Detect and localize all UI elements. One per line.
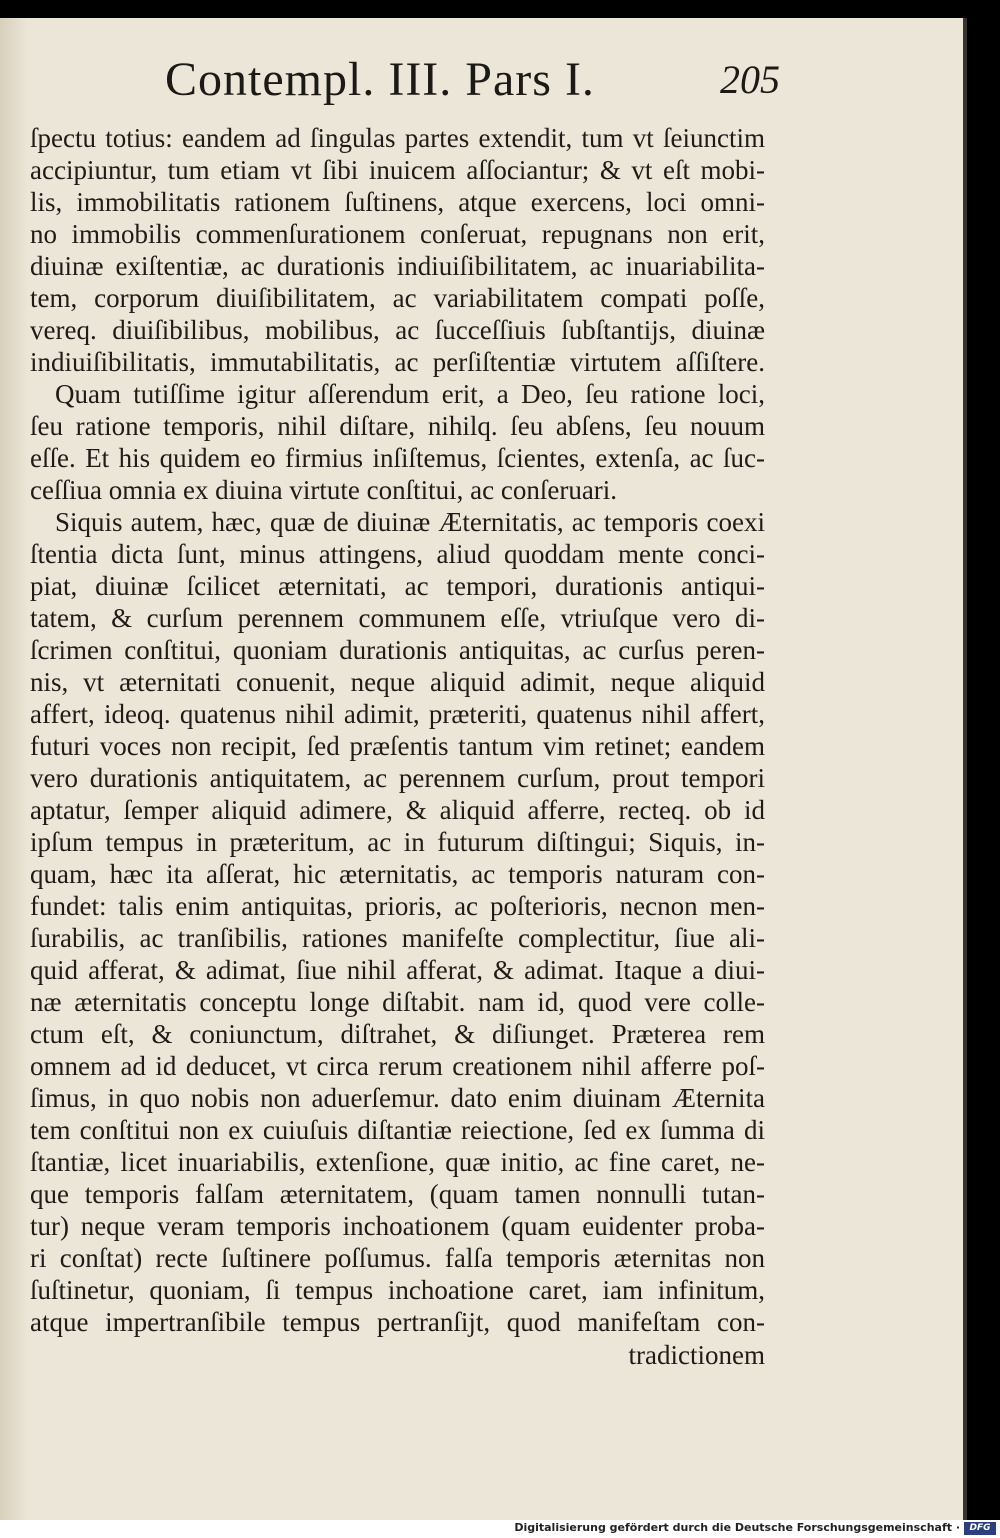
text-line: piat, diuinæ ſcilicet æternitati, ac tempori, durationis antiqui- — [30, 571, 765, 601]
text-line: aptatur, ſemper aliquid adimere, & aliquid afferre, recteq. ob id — [30, 795, 765, 825]
text-line: Siquis autem, hæc, quæ de diuinæ Æternitatis, ac temporis coexi — [55, 507, 765, 537]
page-number: 205 — [720, 57, 780, 102]
running-title: Contempl. III. Pars I. — [165, 53, 595, 106]
text-line: que temporis falſam æternitatem, (quam tamen nonnulli tutan- — [30, 1179, 765, 1209]
text-line: Quam tutiſſime igitur aſſerendum erit, a Deo, ſeu ratione loci, — [55, 379, 765, 409]
text-line: nis, vt æternitati conuenit, neque aliquid adimit, neque aliquid — [30, 667, 765, 697]
text-line: omnem ad id deducet, vt circa rerum creationem nihil afferre poſ- — [30, 1051, 765, 1081]
text-line: tur) neque veram temporis inchoationem (quam euidenter proba- — [30, 1211, 765, 1241]
book-page — [0, 18, 967, 1520]
text-line: eſſe. Et his quidem eo firmius inſiſtemus, ſcientes, extenſa, ac ſuc- — [30, 443, 765, 473]
page-gutter-shadow — [0, 18, 28, 1520]
text-line: næ æternitatis conceptu longe diſtabit. nam id, quod vere colle- — [30, 987, 765, 1017]
dfg-logo: DFG — [964, 1522, 996, 1535]
text-line: tem, corporum diuiſibilitatem, ac variabilitatem compati poſſe, — [30, 283, 765, 313]
text-line: ſeu ratione temporis, nihil diſtare, nihilq. ſeu abſens, ſeu nouum — [30, 411, 765, 441]
text-line: atque impertranſibile tempus pertranſijt, quod manifeſtam con- — [30, 1307, 765, 1337]
text-line: vereq. diuiſibilibus, mobilibus, ac ſucceſſiuis ſubſtantijs, diuinæ — [30, 315, 765, 345]
text-line: ipſum tempus in præteritum, ac in futurum diſtingui; Siquis, in- — [30, 827, 765, 857]
text-line: tem conſtitui non ex cuiuſuis diſtantiæ reiectione, ſed ex ſumma di — [30, 1115, 765, 1145]
text-line: affert, ideoq. quatenus nihil adimit, præteriti, quatenus nihil affert, — [30, 699, 765, 729]
digitization-credit: Digitalisierung gefördert durch die Deutsche Forschungsgemeinschaft · — [514, 1521, 960, 1534]
text-line: vero durationis antiquitatem, ac perennem curſum, prout tempori — [30, 763, 765, 793]
text-line: lis, immobilitatis rationem ſuſtinens, atque exercens, loci omni- — [30, 187, 765, 217]
text-line: ſuſtinetur, quoniam, ſi tempus inchoatione caret, iam infinitum, — [30, 1275, 765, 1305]
text-line: fundet: talis enim antiquitas, prioris, ac poſterioris, necnon men- — [30, 891, 765, 921]
text-line: diuinæ exiſtentiæ, ac durationis indiuiſibilitatem, ac inuariabilita- — [30, 251, 765, 281]
text-line: no immobilis commenſurationem conſeruat, repugnans non erit, — [30, 219, 765, 249]
text-line: ri conſtat) recte ſuſtinere poſſumus. falſa temporis æternitas non — [30, 1243, 765, 1273]
text-line: quam, hæc ita aſſerat, hic æternitatis, ac temporis naturam con- — [30, 859, 765, 889]
text-line: accipiuntur, tum etiam vt ſibi inuicem aſſociantur; & vt eſt mobi- — [30, 155, 765, 185]
text-line: ſtantiæ, licet inuariabilis, extenſione, quæ initio, ac fine caret, ne- — [30, 1147, 765, 1177]
page-header — [160, 52, 780, 122]
catchword: tradictionem — [628, 1340, 765, 1370]
text-line: ſtentia dicta ſunt, minus attingens, aliud quoddam mente conci- — [30, 539, 765, 569]
text-line: indiuiſibilitatis, immutabilitatis, ac perſiſtentiæ virtutem aſſiſtere. — [30, 347, 765, 377]
text-line: ſimus, in quo nobis non aduerſemur. dato enim diuinam Æternita — [30, 1083, 765, 1113]
text-line: ſcrimen conſtitui, quoniam durationis antiquitas, ac curſus peren- — [30, 635, 765, 665]
text-line: tatem, & curſum perennem communem eſſe, vtriuſque vero di- — [30, 603, 765, 633]
text-line: ſurabilis, ac tranſibilis, rationes manifeſte complectitur, ſiue ali- — [30, 923, 765, 953]
text-line: futuri voces non recipit, ſed præſentis tantum vim retinet; eandem — [30, 731, 765, 761]
text-line: quid afferat, & adimat, ſiue nihil afferat, & adimat. Itaque a diui- — [30, 955, 765, 985]
text-line: ctum eſt, & coniunctum, diſtrahet, & diſiunget. Præterea rem — [30, 1019, 765, 1049]
text-line: ceſſiua omnia ex diuina virtute conſtitui, ac conſeruari. — [30, 475, 618, 505]
text-line: ſpectu totius: eandem ad ſingulas partes extendit, tum vt ſeiunctim — [30, 123, 765, 153]
